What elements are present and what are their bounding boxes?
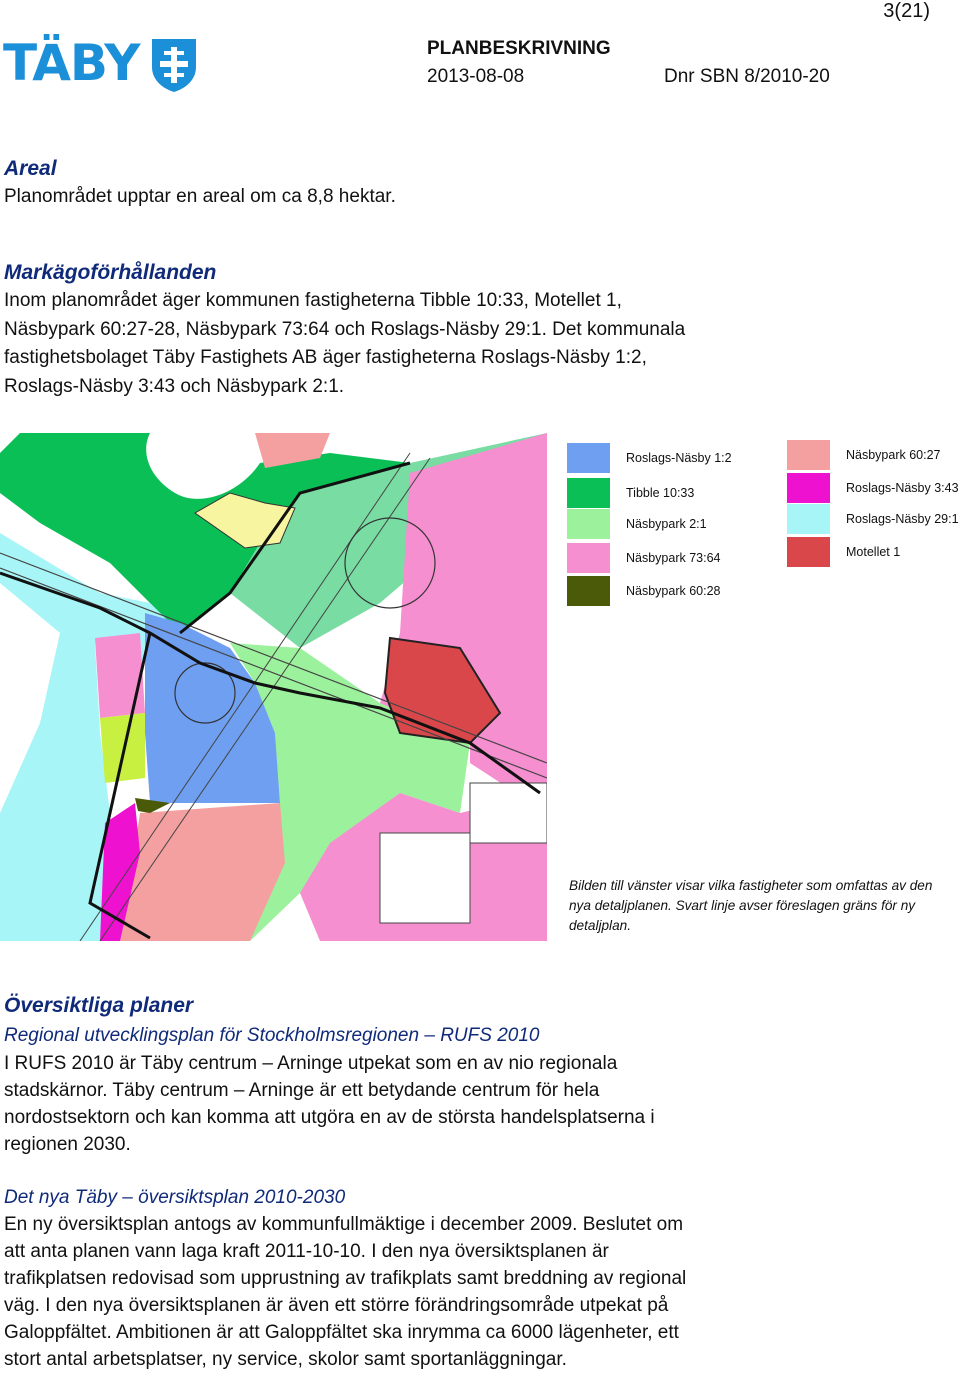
legend-item — [787, 473, 959, 503]
text-line: stadskärnor. Täby centrum – Arninge är ett betydande centrum för hela — [4, 1080, 600, 1101]
text-line: stort antal arbetsplatser, ny service, skolor samt sportanläggningar. — [4, 1349, 567, 1370]
document-reference: Dnr SBN 8/2010-20 — [664, 66, 830, 87]
shield-icon — [150, 37, 198, 93]
legend-swatch — [567, 509, 610, 539]
text-line: Galoppfältet. Ambitionen är att Galoppfältet ska inrymma ca 6000 lägenheter, ett — [4, 1322, 679, 1343]
oversiktsplan-subheading: Det nya Täby – översiktsplan 2010-2030 — [4, 1187, 346, 1208]
legend-swatch — [787, 537, 830, 567]
building-block — [470, 783, 547, 843]
legend-label: Näsbypark 2:1 — [626, 517, 707, 531]
text-line: väg. I den nya översiktsplanen är även ett större förändringsområde utpekat på — [4, 1295, 669, 1316]
text-line: Inom planområdet äger kommunen fastigheterna Tibble 10:33, Motellet 1, — [4, 290, 622, 311]
legend-item — [567, 478, 694, 508]
document-date: 2013-08-08 — [427, 66, 525, 87]
legend-swatch — [567, 443, 610, 473]
legend-swatch — [567, 576, 610, 606]
text-line: Näsbypark 60:27-28, Näsbypark 73:64 och Roslags-Näsby 29:1. Det kommunala — [4, 318, 686, 340]
parcel-yellow-green — [100, 713, 145, 783]
building-block — [380, 833, 470, 923]
legend-swatch — [567, 543, 610, 573]
legend-item — [787, 440, 941, 470]
areal-text: Planområdet upptar en areal om ca 8,8 hektar. — [4, 186, 396, 207]
legend-label: Roslags-Näsby 3:43 — [846, 481, 959, 495]
overview-plans-section — [4, 991, 944, 1373]
legend-label: Näsbypark 60:28 — [626, 584, 721, 598]
legend-swatch — [787, 440, 830, 470]
map-caption: Bilden till vänster visar vilka fastigheter som omfattas av den nya detaljplanen. Svart linje avser föreslagen gräns för ny detaljplan. — [569, 878, 933, 933]
logo-wordmark: TÄBY — [3, 34, 140, 92]
areal-heading: Areal — [4, 157, 57, 180]
legend-label: Näsbypark 73:64 — [626, 551, 721, 565]
overview-plans-heading: Översiktliga planer — [4, 994, 194, 1017]
legend-swatch — [787, 504, 830, 534]
text-line: att anta planen vann laga kraft 2011-10-10. I den nya översiktsplanen är — [4, 1241, 609, 1262]
ownership-heading: Markägoförhållanden — [4, 261, 217, 284]
legend-label: Tibble 10:33 — [626, 486, 695, 500]
rufs-paragraph — [4, 1050, 944, 1158]
text-line: En ny översiktsplan antogs av kommunfullmäktige i december 2009. Beslutet om — [4, 1214, 684, 1235]
areal-section — [4, 155, 944, 210]
legend-swatch — [567, 478, 610, 508]
document-title: PLANBESKRIVNING — [427, 38, 611, 59]
legend-label: Roslags-Näsby 29:1 — [846, 512, 959, 526]
legend-label: Roslags-Näsby 1:2 — [626, 451, 732, 465]
legend-item — [567, 576, 721, 606]
oversiktsplan-paragraph — [4, 1211, 944, 1373]
map-legend — [565, 438, 960, 608]
text-line: I RUFS 2010 är Täby centrum – Arninge utpekat som en av nio regionala — [4, 1053, 618, 1074]
text-line: fastighetsbolaget Täby Fastighets AB äger fastigheterna Roslags-Näsby 1:2, — [4, 347, 647, 368]
text-line: regionen 2030. — [4, 1134, 131, 1155]
legend-label: Motellet 1 — [846, 545, 901, 559]
ownership-text — [4, 287, 944, 401]
page-number: 3(21) — [883, 0, 930, 22]
legend-label: Näsbypark 60:27 — [846, 448, 941, 462]
text-line: trafikplatsen redovisad som upprustning av trafikplats samt breddning av regional — [4, 1268, 687, 1289]
legend-swatch — [787, 473, 830, 503]
legend-item — [787, 504, 959, 534]
text-line: Roslags-Näsby 3:43 och Näsbypark 2:1. — [4, 375, 345, 397]
legend-item — [567, 443, 732, 473]
ownership-section — [4, 259, 944, 401]
legend-item — [787, 537, 900, 567]
property-map — [0, 433, 547, 941]
legend-item — [567, 509, 707, 539]
parcel-nasbypark-73-64-west — [95, 633, 145, 718]
taby-logo — [3, 33, 203, 93]
text-line: nordostsektorn och kan komma att utgöra en av de största handelsplatserna i — [4, 1107, 655, 1128]
rufs-subheading: Regional utvecklingsplan för Stockholmsregionen – RUFS 2010 — [4, 1025, 540, 1046]
legend-item — [567, 543, 721, 573]
